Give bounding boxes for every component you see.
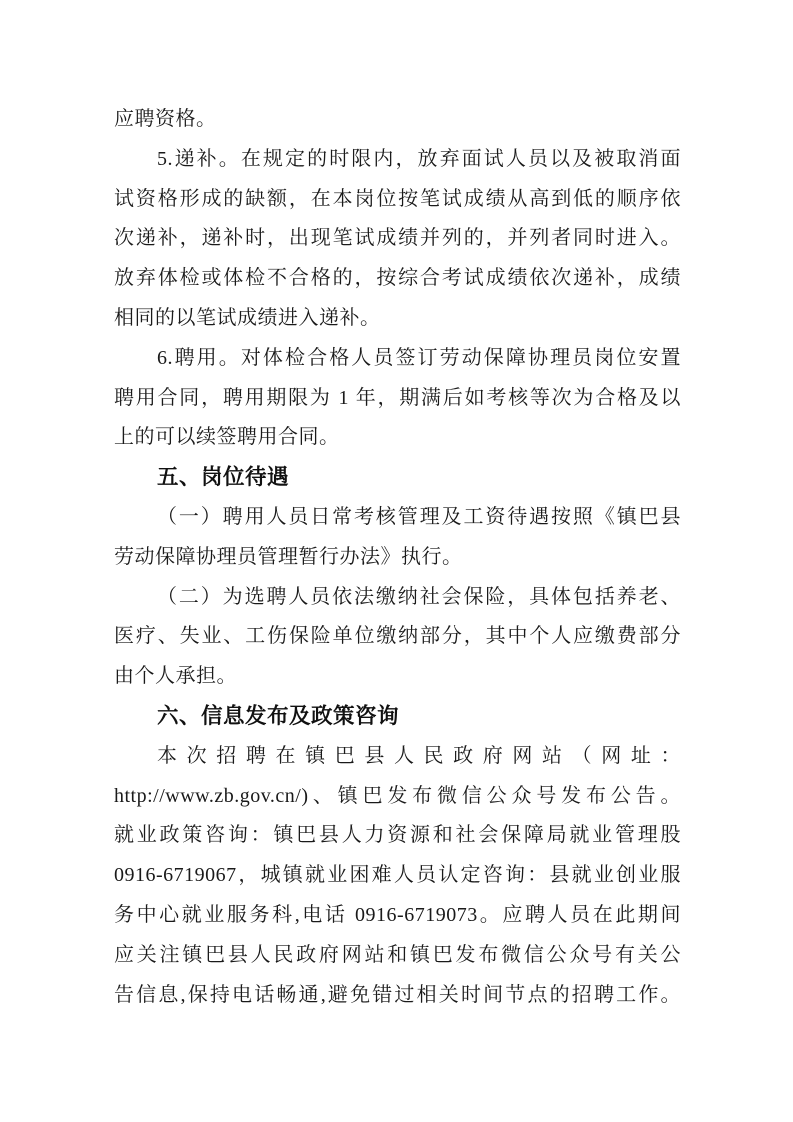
text-line: 应关注镇巴县人民政府网站和镇巴发布微信公众号有关公 [114,943,681,966]
text-line: （二）为选聘人员依法缴纳社会保险，具体包括养老、 [157,585,681,608]
section-heading: 六、信息发布及政策咨询 [157,703,400,728]
section-heading: 五、岗位待遇 [157,465,290,490]
text-line: 放弃体检或体检不合格的，按综合考试成绩依次递补，成绩 [114,267,681,290]
text-line: 相同的以笔试成绩进入递补。 [114,306,381,329]
text-line: 务中心就业服务科,电话 0916-6719073。应聘人员在此期间 [114,903,681,926]
text-line: 劳动保障协理员管理暂行办法》执行。 [114,545,463,568]
text-line: 5.递补。在规定的时限内，放弃面试人员以及被取消面 [157,147,681,170]
text-line: 试资格形成的缺额，在本岗位按笔试成绩从高到低的顺序依 [114,187,681,210]
text-line: 本次招聘在镇巴县人民政府网站（网址： [157,744,681,767]
text-line: 聘用合同，聘用期限为 1 年，期满后如考核等次为合格及以 [114,386,681,409]
document-body [114,100,681,1015]
text-line: 6.聘用。对体检合格人员签订劳动保障协理员岗位安置 [157,346,681,369]
text-line: 应聘资格。 [114,108,217,130]
text-line: 次递补，递补时，出现笔试成绩并列的，并列者同时进入。 [114,227,681,250]
text-line: http://www.zb.gov.cn/)、镇巴发布微信公众号发布公告。 [114,784,681,807]
text-line: 上的可以续签聘用合同。 [114,426,340,449]
text-line: 由个人承担。 [114,665,237,688]
text-line: （一）聘用人员日常考核管理及工资待遇按照《镇巴县 [157,505,681,528]
text-line: 0916-6719067，城镇就业困难人员认定咨询：县就业创业服 [114,864,681,887]
text-line: 告信息,保持电话畅通,避免错过相关时间节点的招聘工作。 [114,983,681,1006]
text-line: 就业政策咨询：镇巴县人力资源和社会保障局就业管理股 [114,824,681,847]
text-line: 医疗、失业、工伤保险单位缴纳部分，其中个人应缴费部分 [114,625,681,648]
